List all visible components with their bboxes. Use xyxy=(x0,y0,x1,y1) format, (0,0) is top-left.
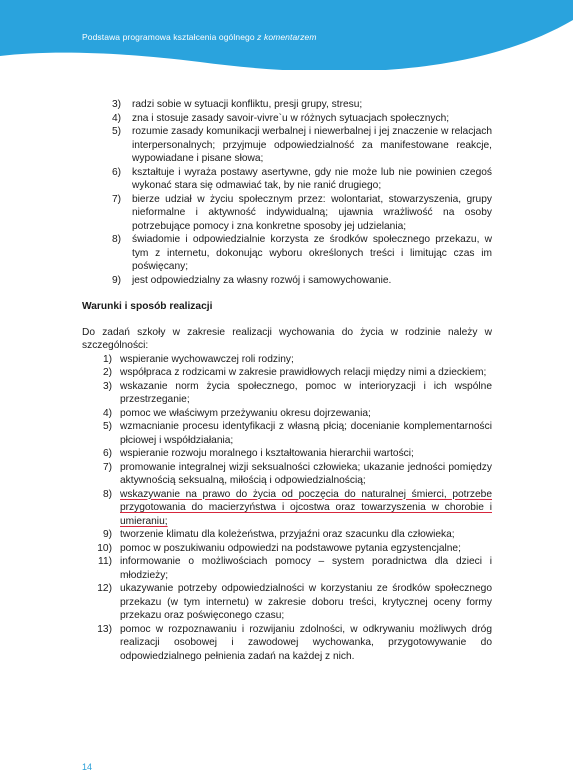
list-item-text: bierze udział w życiu społecznym przez: wolontariat, stowarzyszenia, grupy nieformalne i aktywność indywidualną; ujawnia wrażliwość na osoby potrzebujące pomocy i zna konkretne sposoby jej udzielania; xyxy=(132,193,492,232)
list-item-text: pomoc we właściwym przeżywaniu okresu dojrzewania; xyxy=(120,407,371,419)
list-item xyxy=(0,166,492,193)
list-item-number: 13) xyxy=(97,623,112,635)
header-title-main: Podstawa programowa kształcenia ogólnego xyxy=(82,32,255,42)
list-item xyxy=(0,528,492,542)
list-item-number: 9) xyxy=(102,529,112,540)
list-item-text: kształtuje i wyraża postawy asertywne, gdy nie może lub nie powinien czegoś wykonać stara się odmawiać tak, by nie ranić drugiego; xyxy=(132,166,492,191)
list-item-text: radzi sobie w sytuacji konfliktu, presji grupy, stresu; xyxy=(132,99,363,110)
list-item-number: 10) xyxy=(97,542,112,554)
list-item-text: świadomie i odpowiedzialnie korzysta ze środków społecznego przekazu, w tym z internetu, dokonując wyboru określonych treści i limitując czas im poświęcany; xyxy=(132,234,492,272)
list-item-number: 3) xyxy=(112,99,122,110)
list-item-number: 12) xyxy=(97,583,112,594)
list-item xyxy=(0,98,492,112)
list-item xyxy=(0,125,492,166)
list-item-number: 8) xyxy=(112,234,122,245)
list-item-text: wzmacnianie procesu identyfikacji z własną płcią; docenianie komplementarności płciowej i współdziałania; xyxy=(120,421,492,446)
list-item-text: rozumie zasady komunikacji werbalnej i niewerbalnej i jej znaczenie w relacjach interpersonalnych; przyjmuje odpowiedzialność za manifestowane reakcje, wypowiadane i pisane słowa; xyxy=(132,126,492,164)
list-item-number: 3) xyxy=(102,380,112,392)
list-item-number: 7) xyxy=(102,461,112,473)
list-item-text: informowanie o możliwościach pomocy – system poradnictwa dla dzieci i młodzieży; xyxy=(120,556,492,581)
list-item xyxy=(0,461,492,488)
list-tasks xyxy=(0,353,573,664)
list-item-number: 5) xyxy=(112,126,122,137)
section-intro: Do zadań szkoły w zakresie realizacji wychowania do życia w rodzinie należy w szczególności: xyxy=(82,326,492,351)
list-item xyxy=(0,447,492,461)
list-item-text: tworzenie klimatu dla koleżeństwa, przyjaźni oraz szacunku dla człowieka; xyxy=(120,529,455,540)
page-number: 14 xyxy=(82,762,93,772)
list-item-text: jest odpowiedzialny za własny rozwój i samowychowanie. xyxy=(132,274,392,286)
list-item xyxy=(0,233,492,274)
list-item-number: 6) xyxy=(102,448,112,459)
list-item-text: pomoc w rozpoznawaniu i rozwijaniu zdolności, w odkrywaniu możliwych dróg realizacji osobowej i zawodowej wychowanka, przygotowywanie do odpowiedzialnego pełnienia zadań na każdej z nich. xyxy=(120,623,492,662)
page-content xyxy=(0,98,573,663)
list-item xyxy=(0,193,492,234)
list-item xyxy=(0,366,492,380)
list-item-number: 2) xyxy=(102,367,112,378)
list-item-number: 11) xyxy=(98,556,112,567)
list-item xyxy=(0,353,492,367)
list-item-number: 6) xyxy=(112,166,122,178)
list-item xyxy=(0,380,492,407)
list-item xyxy=(0,420,492,447)
list-item-number: 8) xyxy=(102,488,112,500)
list-item-number: 4) xyxy=(112,112,122,124)
list-item-text: wspieranie wychowawczej roli rodziny; xyxy=(120,353,294,365)
list-outcomes xyxy=(0,98,573,287)
list-item-text: pomoc w poszukiwaniu odpowiedzi na podstawowe pytania egzystencjalne; xyxy=(120,542,461,554)
list-item xyxy=(0,274,492,288)
list-item xyxy=(0,488,492,529)
list-item xyxy=(0,112,492,126)
list-item-text: współpraca z rodzicami w zakresie prawidłowych relacji między nimi a dzieckiem; xyxy=(120,367,487,378)
list-item-text: ukazywanie potrzeby odpowiedzialności w korzystaniu ze środków społecznego przekazu (w tym internetu) w zakresie doboru treści, krytycznej oceny formy przekazu oraz poświęconego czasu; xyxy=(120,583,492,621)
list-item xyxy=(0,407,492,421)
list-item-number: 9) xyxy=(112,274,122,286)
header-title-italic: z komentarzem xyxy=(257,32,317,42)
list-item-text: zna i stosuje zasady savoir-vivre`u w różnych sytuacjach społecznych; xyxy=(132,112,450,124)
section-heading: Warunki i sposób realizacji xyxy=(82,301,213,312)
list-item xyxy=(0,555,492,582)
list-item-number: 5) xyxy=(102,421,112,432)
list-item-text: wspieranie rozwoju moralnego i kształtowania hierarchii wartości; xyxy=(120,448,414,459)
list-item-number: 7) xyxy=(112,193,122,205)
list-item-number: 1) xyxy=(102,353,112,365)
list-item xyxy=(0,542,492,556)
list-item-text-highlighted: wskazywanie na prawo do życia od poczęcia do naturalnej śmierci, potrzebe przygotowania do macierzyństwa i ojcostwa oraz towarzyszenia w chorobie i umieraniu; xyxy=(120,488,492,527)
list-item xyxy=(0,582,492,623)
list-item xyxy=(0,623,492,664)
list-item-text: wskazanie norm życia społecznego, pomoc w interioryzacji i ich wspólne przestrzeganie; xyxy=(120,380,492,405)
header-title xyxy=(82,32,317,42)
list-item-text: promowanie integralnej wizji seksualności człowieka; ukazanie jedności pomiędzy aktywnością seksualną, miłością i odpowiedzialnością; xyxy=(120,461,492,486)
list-item-number: 4) xyxy=(102,407,112,419)
